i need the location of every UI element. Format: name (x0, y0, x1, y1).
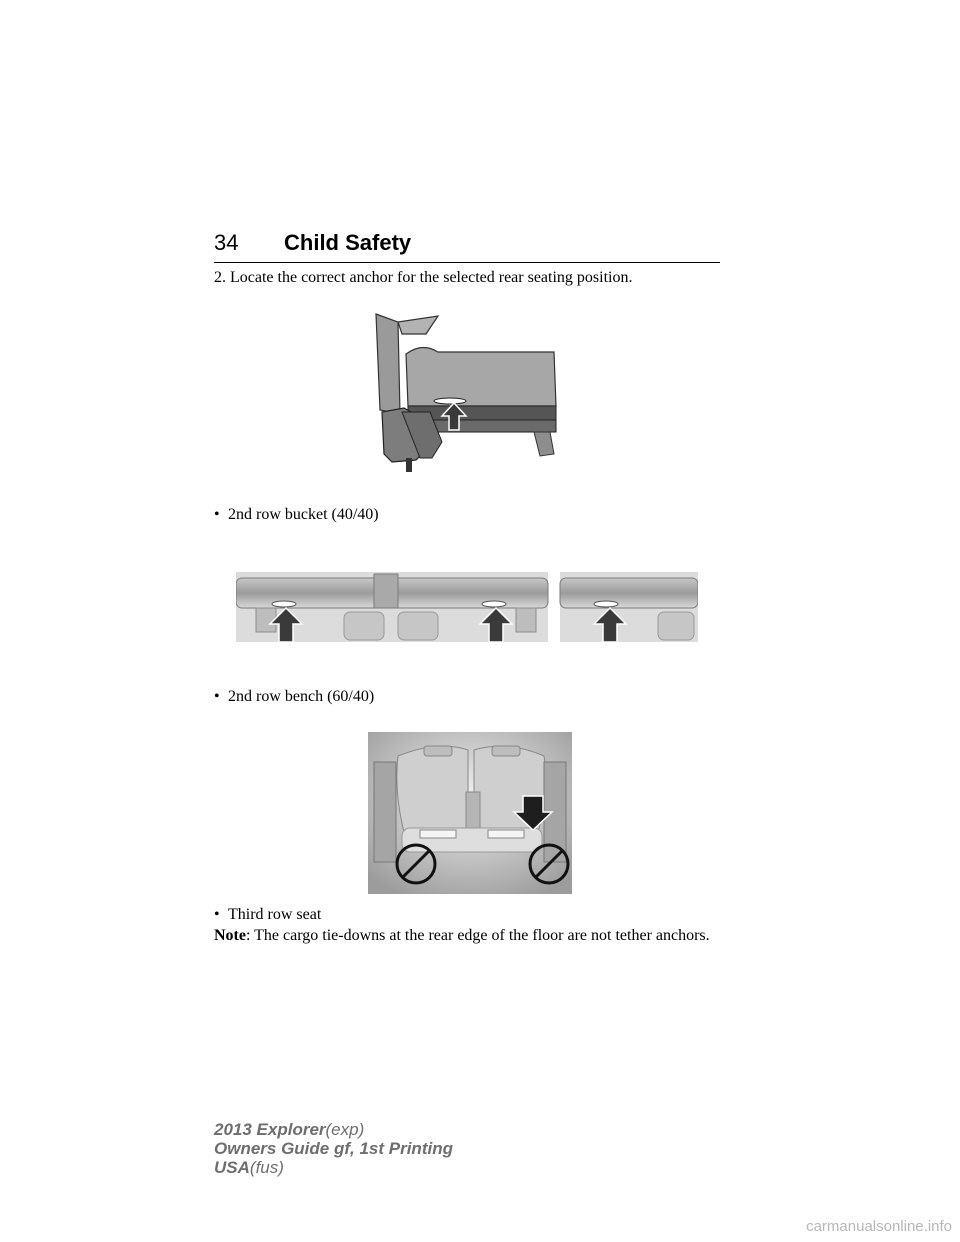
bullet-dot: • (214, 688, 220, 705)
footer-model-code: (exp) (325, 1120, 365, 1139)
intro-paragraph: 2. Locate the correct anchor for the selected rear seating position. (214, 269, 633, 286)
footer-market: USA (214, 1158, 250, 1177)
page-header (214, 228, 720, 263)
bullet-item (214, 506, 379, 524)
bullet-text: 2nd row bench (60/40) (228, 688, 375, 705)
bullet-dot: • (214, 906, 220, 923)
footer-market-code: (fus) (249, 1158, 284, 1177)
footer-model: 2013 Explorer (214, 1120, 326, 1139)
note-paragraph (214, 926, 714, 946)
bullet-text: Third row seat (228, 906, 322, 923)
bullet-dot: • (214, 506, 220, 523)
bullet-item (214, 906, 321, 924)
footer-line-2 (214, 1139, 453, 1158)
seat-side-view-illustration (368, 312, 564, 474)
note-text: : The cargo tie-downs at the rear edge of the floor are not tether anchors. (245, 927, 710, 944)
bullet-item (214, 688, 374, 706)
page-number: 34 (214, 230, 239, 255)
bullet-text: 2nd row bucket (40/40) (228, 506, 379, 523)
section-title: Child Safety (284, 230, 412, 255)
footer-line-1 (214, 1120, 453, 1139)
page-footer (214, 1120, 453, 1177)
note-label: Note (214, 927, 246, 944)
watermark: carmanualsonline.info (806, 1218, 952, 1235)
footer-line-3 (214, 1158, 453, 1177)
second-row-bucket-illustration (236, 572, 698, 650)
footer-guide: Owners Guide gf, 1st Printing (214, 1139, 453, 1158)
third-row-seat-illustration (368, 732, 572, 894)
